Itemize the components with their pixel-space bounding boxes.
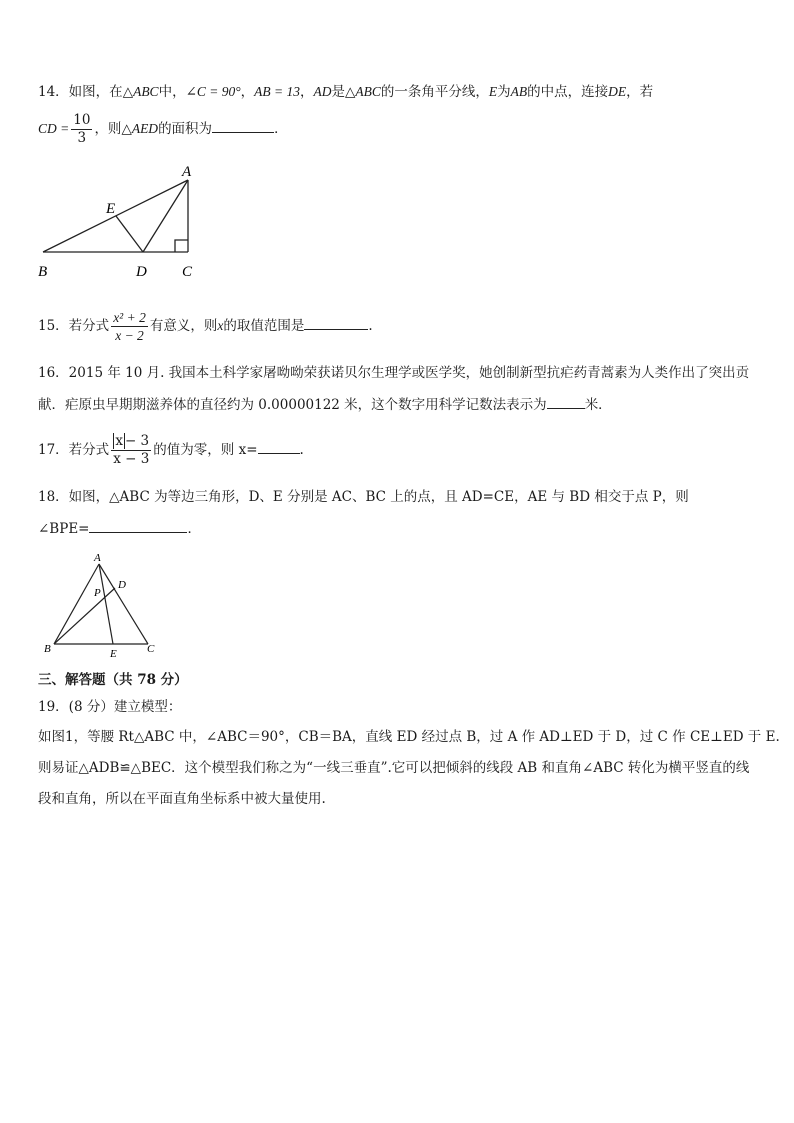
q14-label-e: E xyxy=(106,201,116,217)
q17-line: 17．若分式 $\frac{x - 3}{x - 3}$ 的值为零，则 x= . xyxy=(38,433,304,467)
q18-answer-blank[interactable] xyxy=(89,518,187,533)
q14-right-angle-mark xyxy=(175,240,188,252)
q18-line1: 18．如图，△ABC 为等边三角形，D、E 分别是 AC、BC 上的点，且 AD=CE，AE 与 BD 相交于点 P，则 xyxy=(38,489,689,505)
q14-label-a: A xyxy=(182,164,192,180)
q19-line3: 段和直角，所以在平面直角坐标系中被大量使用. xyxy=(38,791,326,807)
q14-segment-ed xyxy=(116,216,143,252)
q18-segment-ab xyxy=(54,564,99,644)
q14-label-d: D xyxy=(136,264,147,280)
q18-segment-bd xyxy=(54,588,115,644)
q18-label-c: C xyxy=(147,643,155,655)
q16-line1: 16．2015 年 10 月. 我国本土科学家屠呦呦荣获诺贝尔生理学或医学奖，她创制新型抗疟药青蒿素为人类作出了突出贡 xyxy=(38,365,750,381)
q16-answer-blank[interactable] xyxy=(547,394,585,409)
q18-label-e: E xyxy=(110,648,117,660)
q18-label-p: P xyxy=(94,587,101,599)
q18-figure xyxy=(38,548,168,662)
q16-line2: 献．疟原虫早期期滋养体的直径约为 0.00000122 米，这个数字用科学记数法表示为 米． xyxy=(38,394,612,415)
q14-label-b: B xyxy=(38,264,48,280)
q14-answer-blank[interactable] xyxy=(212,118,274,133)
q14-line2: CD = $\frac{10}{3}$ ，则△AED的面积为 ． xyxy=(38,112,288,146)
q17-fraction: $\frac{x - 3}{x - 3}$ xyxy=(113,433,150,467)
q14-fraction: $\frac{10}{3}$ xyxy=(73,112,91,146)
q15-fraction: $\frac{\text{x² + 2}}{x - 2}$ xyxy=(113,310,146,343)
q19-line1: 如图1，等腰 Rt△ABC 中，∠ABC＝90°，CB＝BA，直线 ED 经过点 B，过 A 作 AD⊥ED 于 D，过 C 作 CE⊥ED 于 E. xyxy=(38,729,780,745)
q18-label-a: A xyxy=(94,552,101,564)
q15-answer-blank[interactable] xyxy=(304,315,368,330)
q14-line1: 14．如图，在△ABC中，∠C = 90°，AB = 13，AD是△ABC的一条角平分线，E为AB的中点，连接DE，若 xyxy=(38,84,654,100)
q19-line2: 则易证△ADB≌△BEC．这个模型我们称之为“一线三垂直”.它可以把倾斜的线段 AB 和直角∠ABC 转化为横平竖直的线 xyxy=(38,760,750,776)
q18-line2: ∠BPE= ． xyxy=(38,518,201,539)
q14-number: 14．如图，在 xyxy=(38,84,123,100)
q14-label-c: C xyxy=(182,264,193,280)
q17-answer-blank[interactable] xyxy=(258,439,300,454)
q18-label-b: B xyxy=(44,643,51,655)
q18-label-d: D xyxy=(118,579,126,591)
section-3-title: 三、解答题（共 78 分） xyxy=(38,672,188,688)
q19-header: 19．(8 分）建立模型： xyxy=(38,699,182,715)
q15-line: 15．若分式 $\frac{\text{x² + 2}}{x - 2}$ 有意义，则x的取值范围是 . xyxy=(38,310,373,343)
q14-figure xyxy=(30,160,210,285)
